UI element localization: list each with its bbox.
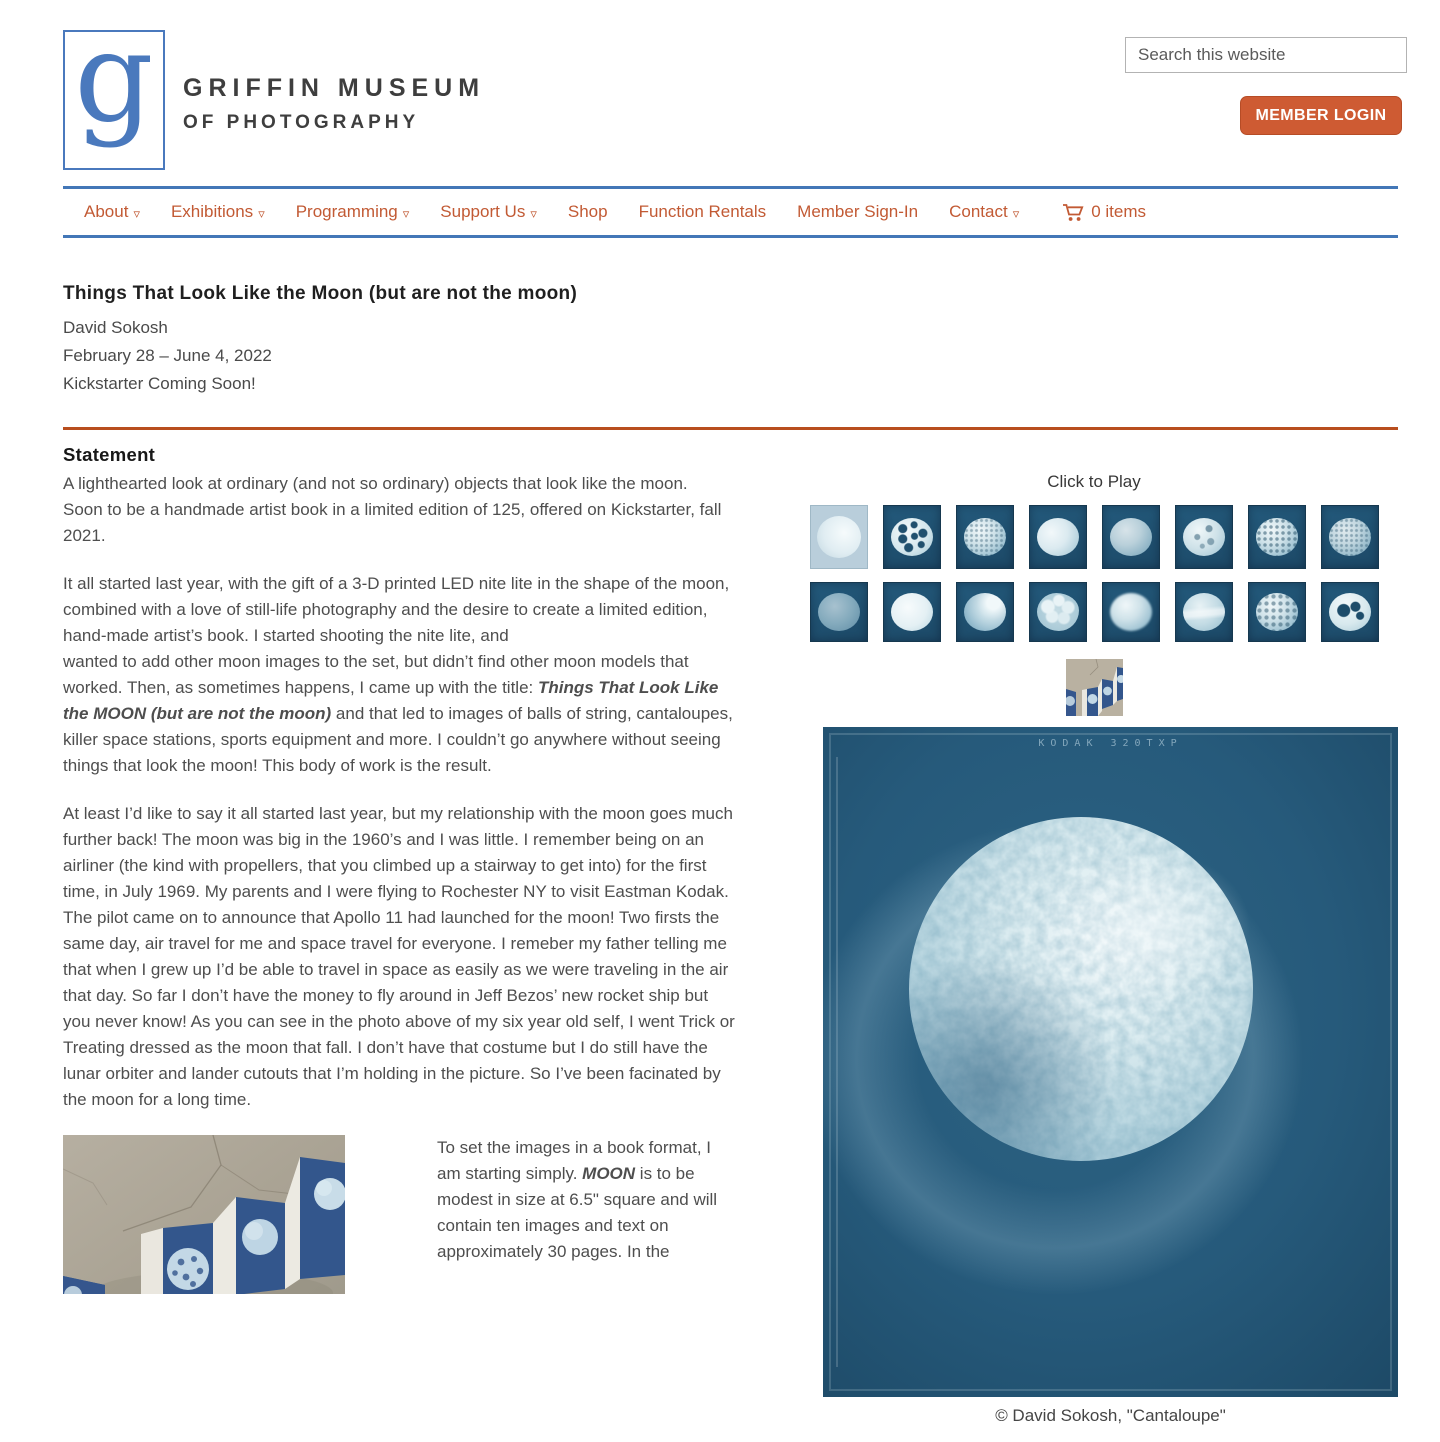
statement-paragraph-3: At least I’d like to say it all started last year, but my relationship with the moon goes much further back! The moon was big in the 1960’s and I was little. I remember being on an airliner (the kind with propellers, that you climbed up a stairway to get into) for the first time, in July 1969. My parents and I were flying to Rochester NY to visit Eastman Kodak. The pilot came on to announce that Apollo 11 had launched for the moon! Two firsts the same day, air travel for me and space travel for everyone. I remeber my father telling me that when I grew up I’d be able to travel in space as easily as we were traveling in the air that day. So far I don’t have the money to fly around in Jeff Bezos’ new rocket ship but you never know! As you can see in the photo above of my six year old self, I went Trick or Treating dressed as the moon that fall. I don’t have that costume but I do still have the lunar orbiter and lander cutouts that I’m holding in the picture. So I’ve been facinated by the moon for a long time.: [63, 804, 735, 1109]
moon-thumbnail-banded-sphere[interactable]: [1175, 582, 1233, 642]
cart-count-label: 0 items: [1091, 202, 1147, 221]
logo-g-letter: g: [74, 30, 154, 150]
nav-item-contact[interactable]: Contact ▿: [949, 202, 1020, 221]
search-input[interactable]: [1125, 37, 1407, 73]
image-caption: © David Sokosh, "Cantaloupe": [995, 1406, 1226, 1425]
click-to-play-label[interactable]: Click to Play: [1047, 472, 1141, 491]
golf-ball-icon: [891, 518, 933, 556]
chevron-down-icon: ▿: [133, 206, 140, 221]
moon-thumbnail-textured-sphere[interactable]: [1321, 505, 1379, 569]
statement-heading: Statement: [63, 444, 156, 465]
moon-thumbnail-hazy-sphere[interactable]: [1102, 582, 1160, 642]
cart-icon: [1062, 203, 1085, 222]
nav-item-member-sign-in[interactable]: Member Sign-In: [797, 202, 919, 221]
moon-thumbnail-bright-sphere[interactable]: [883, 582, 941, 642]
accordion-book-photo: [63, 1135, 345, 1294]
shaded-sphere-icon: [964, 593, 1006, 631]
moon-thumbnail-shaded-sphere[interactable]: [956, 582, 1014, 642]
banded-sphere-icon: [1183, 593, 1225, 631]
mottled-sphere-icon: [964, 518, 1006, 556]
nav-item-shop[interactable]: Shop: [567, 202, 608, 221]
statement-paragraph-1: A lighthearted look at ordinary (and not so ordinary) objects that look like the moon. Soon to be a handmade artist book in a limited edition of 125, offered on Kickstarter, fall 2021.: [63, 474, 722, 545]
member-login-button[interactable]: MEMBER LOGIN: [1240, 96, 1402, 135]
nav-item-function-rentals[interactable]: Function Rentals: [638, 202, 767, 221]
nav-item-exhibitions[interactable]: Exhibitions ▿: [170, 202, 265, 221]
holed-ball-icon: [1329, 593, 1371, 631]
page-title: Things That Look Like the Moon (but are not the moon): [63, 283, 578, 304]
coarse-sphere-icon: [1256, 593, 1298, 631]
book-photo-row: [63, 1135, 737, 1294]
statement-section: [63, 444, 737, 1294]
moon-thumbnail-cratered-moon[interactable]: [1175, 505, 1233, 569]
soft-sphere-icon: [1110, 518, 1152, 556]
nav-item-programming[interactable]: Programming ▿: [295, 202, 410, 221]
artist-name: David Sokosh: [63, 318, 168, 337]
moon-title-emphasis: MOON: [582, 1164, 636, 1183]
main-nav: [63, 186, 1398, 238]
section-divider: [63, 427, 1398, 430]
chevron-down-icon: ▿: [530, 206, 537, 221]
nav-item-about[interactable]: About ▿: [84, 202, 140, 221]
moon-thumbnail-smooth-sphere[interactable]: [1029, 505, 1087, 569]
dim-sphere-icon: [818, 593, 860, 631]
rough-sphere-icon: [1256, 518, 1298, 556]
moon-thumbnail-bumpy-sphere[interactable]: [1029, 582, 1087, 642]
exhibition-dates: February 28 – June 4, 2022: [63, 346, 272, 365]
statement-paragraph-2: It all started last year, with the gift of a 3-D printed LED nite lite in the shape of the moon, combined with a love of still-life photography and the desire to create a limited edition, hand-made artist’s book. I started shooting the nite lite, and wanted to add other moon images to the set, but didn’t find other moon models that worked. Then, as sometimes happens, I came up with the title: Things That Look Like the MOON (but are not the moon) and that led to images of balls of string, cantaloupes, killer space stations, sports equipment and more. I couldn’t go anywhere without seeing things that look the moon! This body of work is the result.: [63, 574, 733, 775]
nav-items: [84, 202, 1019, 222]
cart-link[interactable]: [1062, 202, 1146, 222]
moon-thumbnail-coarse-sphere[interactable]: [1248, 582, 1306, 642]
brand-name: GRIFFIN MUSEUM: [183, 74, 486, 102]
brand-subtitle: OF PHOTOGRAPHY: [183, 112, 420, 133]
chevron-down-icon: ▿: [402, 206, 410, 221]
textured-sphere-icon: [1329, 518, 1371, 556]
nav-item-support-us[interactable]: Support Us ▿: [440, 202, 537, 221]
film-edge-text: KODAK 320TXP: [1038, 738, 1183, 749]
gallery-column: [790, 472, 1398, 716]
kickstarter-note: Kickstarter Coming Soon!: [63, 374, 256, 393]
museum-logo[interactable]: [63, 30, 165, 170]
chevron-down-icon: ▿: [258, 206, 265, 221]
chevron-down-icon: ▿: [1012, 206, 1020, 221]
brand-block: [183, 74, 485, 134]
moon-thumbnail-moon-nite-lite[interactable]: [810, 505, 868, 569]
bright-sphere-icon: [891, 593, 933, 631]
hazy-sphere-icon: [1110, 593, 1152, 631]
moon-thumbnail-rough-sphere[interactable]: [1248, 505, 1306, 569]
featured-image-cantaloupe[interactable]: [823, 727, 1398, 1397]
exhibition-header: [63, 283, 963, 398]
bumpy-sphere-icon: [1037, 593, 1079, 631]
moon-thumbnail-golf-ball[interactable]: [883, 505, 941, 569]
moon-thumbnail-holed-ball[interactable]: [1321, 582, 1379, 642]
cratered-moon-icon: [1183, 518, 1225, 556]
thumbnail-row-1: [790, 505, 1398, 569]
moon-nite-lite-icon: [817, 516, 861, 558]
thumbnail-row-2: [790, 582, 1398, 642]
statement-paragraph-4: To set the images in a book format, I am starting simply. MOON is to be modest in size at 6.5" square and will contain ten images and text on approximately 30 pages. In the: [437, 1138, 718, 1261]
smooth-sphere-icon: [1037, 518, 1079, 556]
moon-thumbnail-dim-sphere[interactable]: [810, 582, 868, 642]
book-video-thumbnail[interactable]: [1066, 659, 1123, 716]
moon-thumbnail-soft-sphere[interactable]: [1102, 505, 1160, 569]
moon-thumbnail-mottled-sphere[interactable]: [956, 505, 1014, 569]
book-title-emphasis: Things That Look Like the MOON (but are not the moon): [63, 678, 719, 723]
